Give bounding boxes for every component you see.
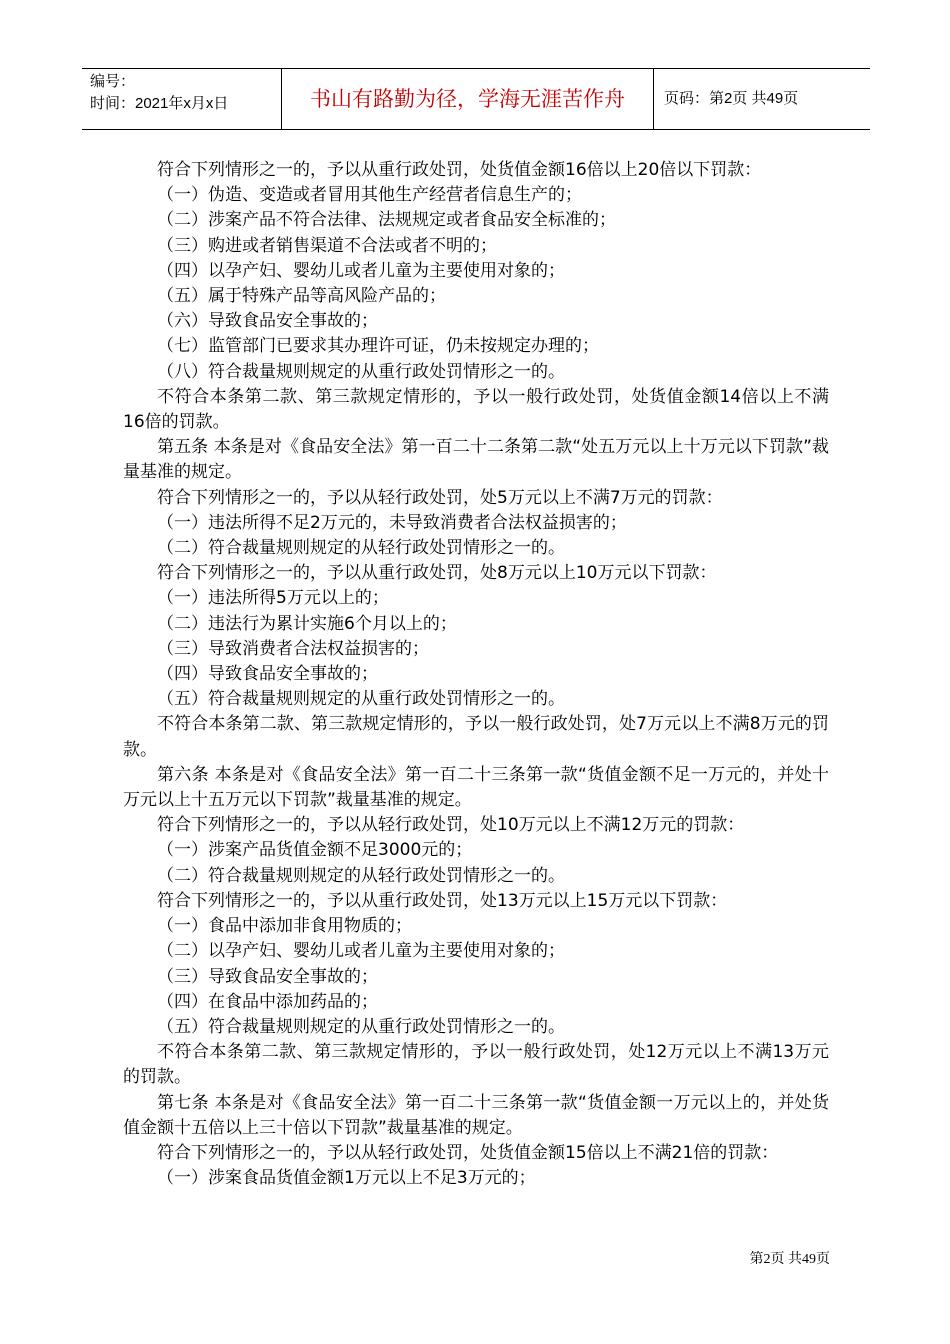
paragraph: 符合下列情形之一的，予以从重行政处罚，处8万元以上10万元以下罚款： xyxy=(157,563,717,584)
document-body xyxy=(123,158,829,1191)
paragraph: （二）以孕产妇、婴幼儿或者儿童为主要使用对象的； xyxy=(157,941,565,962)
paragraph: （五）属于特殊产品等高风险产品的； xyxy=(157,286,446,307)
paragraph: （三）购进或者销售渠道不合法或者不明的； xyxy=(157,235,497,256)
motto: 书山有路勤为径，学海无涯苦作舟 xyxy=(282,69,654,129)
paragraph: （五）符合裁量规则规定的从重行政处罚情形之一的。 xyxy=(157,689,565,710)
paragraph: （四）以孕产妇、婴幼儿或者儿童为主要使用对象的； xyxy=(157,260,565,281)
paragraph: 不符合本条第二款、第三款规定情形的，予以一般行政处罚，处12万元以上不满13万元的罚款。 xyxy=(123,1042,829,1088)
page-footer: 第2页 共49页 xyxy=(749,1252,830,1267)
paragraph: （七）监管部门已要求其办理许可证，仍未按规定办理的； xyxy=(157,336,599,357)
paragraph: （五）符合裁量规则规定的从重行政处罚情形之一的。 xyxy=(157,1016,565,1037)
serial-label: 编号： xyxy=(90,73,136,90)
page-header xyxy=(82,68,870,130)
paragraph: （三）导致消费者合法权益损害的； xyxy=(157,638,429,659)
paragraph: （二）符合裁量规则规定的从轻行政处罚情形之一的。 xyxy=(157,538,565,559)
article-heading: 第五条 本条是对《食品安全法》第一百二十二条第二款“处五万元以上十万元以下罚款”裁量基准的规定。 xyxy=(123,437,829,483)
paragraph: 不符合本条第二款、第三款规定情形的，予以一般行政处罚，处货值金额14倍以上不满16倍的罚款。 xyxy=(123,386,829,433)
paragraph: （一）涉案食品货值金额1万元以上不足3万元的； xyxy=(157,1168,536,1189)
paragraph: （一）违法所得5万元以上的； xyxy=(157,588,389,609)
paragraph: （八）符合裁量规则规定的从重行政处罚情形之一的。 xyxy=(157,361,565,382)
paragraph: （一）伪造、变造或者冒用其他生产经营者信息生产的； xyxy=(157,185,582,206)
paragraph: （一）违法所得不足2万元的，未导致消费者合法权益损害的； xyxy=(157,512,627,533)
paragraph: 符合下列情形之一的，予以从轻行政处罚，处10万元以上不满12万元的罚款： xyxy=(157,815,745,836)
header-meta xyxy=(82,69,282,129)
paragraph: 不符合本条第二款、第三款规定情形的，予以一般行政处罚，处7万元以上不满8万元的罚款。 xyxy=(123,714,829,760)
paragraph: （三）导致食品安全事故的； xyxy=(157,966,378,987)
paragraph: 符合下列情形之一的，予以从轻行政处罚，处货值金额15倍以上不满21倍的罚款： xyxy=(157,1142,779,1163)
paragraph: （四）在食品中添加药品的； xyxy=(157,991,378,1012)
article-heading: 第七条 本条是对《食品安全法》第一百二十三条第一款“货值金额一万元以上的，并处货值金额十五倍以上三十倍以下罚款”裁量基准的规定。 xyxy=(123,1092,829,1138)
paragraph: （二）违法行为累计实施6个月以上的； xyxy=(157,613,457,634)
paragraph: （一）涉案产品货值金额不足3000元的； xyxy=(157,840,473,861)
paragraph: （一）食品中添加非食用物质的； xyxy=(157,916,412,937)
paragraph: 符合下列情形之一的，予以从轻行政处罚，处5万元以上不满7万元的罚款： xyxy=(157,487,723,508)
paragraph: （二）符合裁量规则规定的从轻行政处罚情形之一的。 xyxy=(157,865,565,886)
paragraph: （六）导致食品安全事故的； xyxy=(157,311,378,332)
paragraph: 符合下列情形之一的，予以从重行政处罚，处货值金额16倍以上20倍以下罚款： xyxy=(157,160,762,180)
time-label: 时间：2021年x月x日 xyxy=(90,95,229,112)
paragraph: （四）导致食品安全事故的； xyxy=(157,664,378,685)
paragraph: 符合下列情形之一的，予以从重行政处罚，处13万元以上15万元以下罚款： xyxy=(157,890,728,911)
paragraph: （二）涉案产品不符合法律、法规规定或者食品安全标准的； xyxy=(157,210,616,231)
article-heading: 第六条 本条是对《食品安全法》第一百二十三条第一款“货值金额不足一万元的，并处十万元以上十五万元以下罚款”裁量基准的规定。 xyxy=(123,764,829,811)
header-page-label: 页码：第2页 共49页 xyxy=(664,90,799,107)
